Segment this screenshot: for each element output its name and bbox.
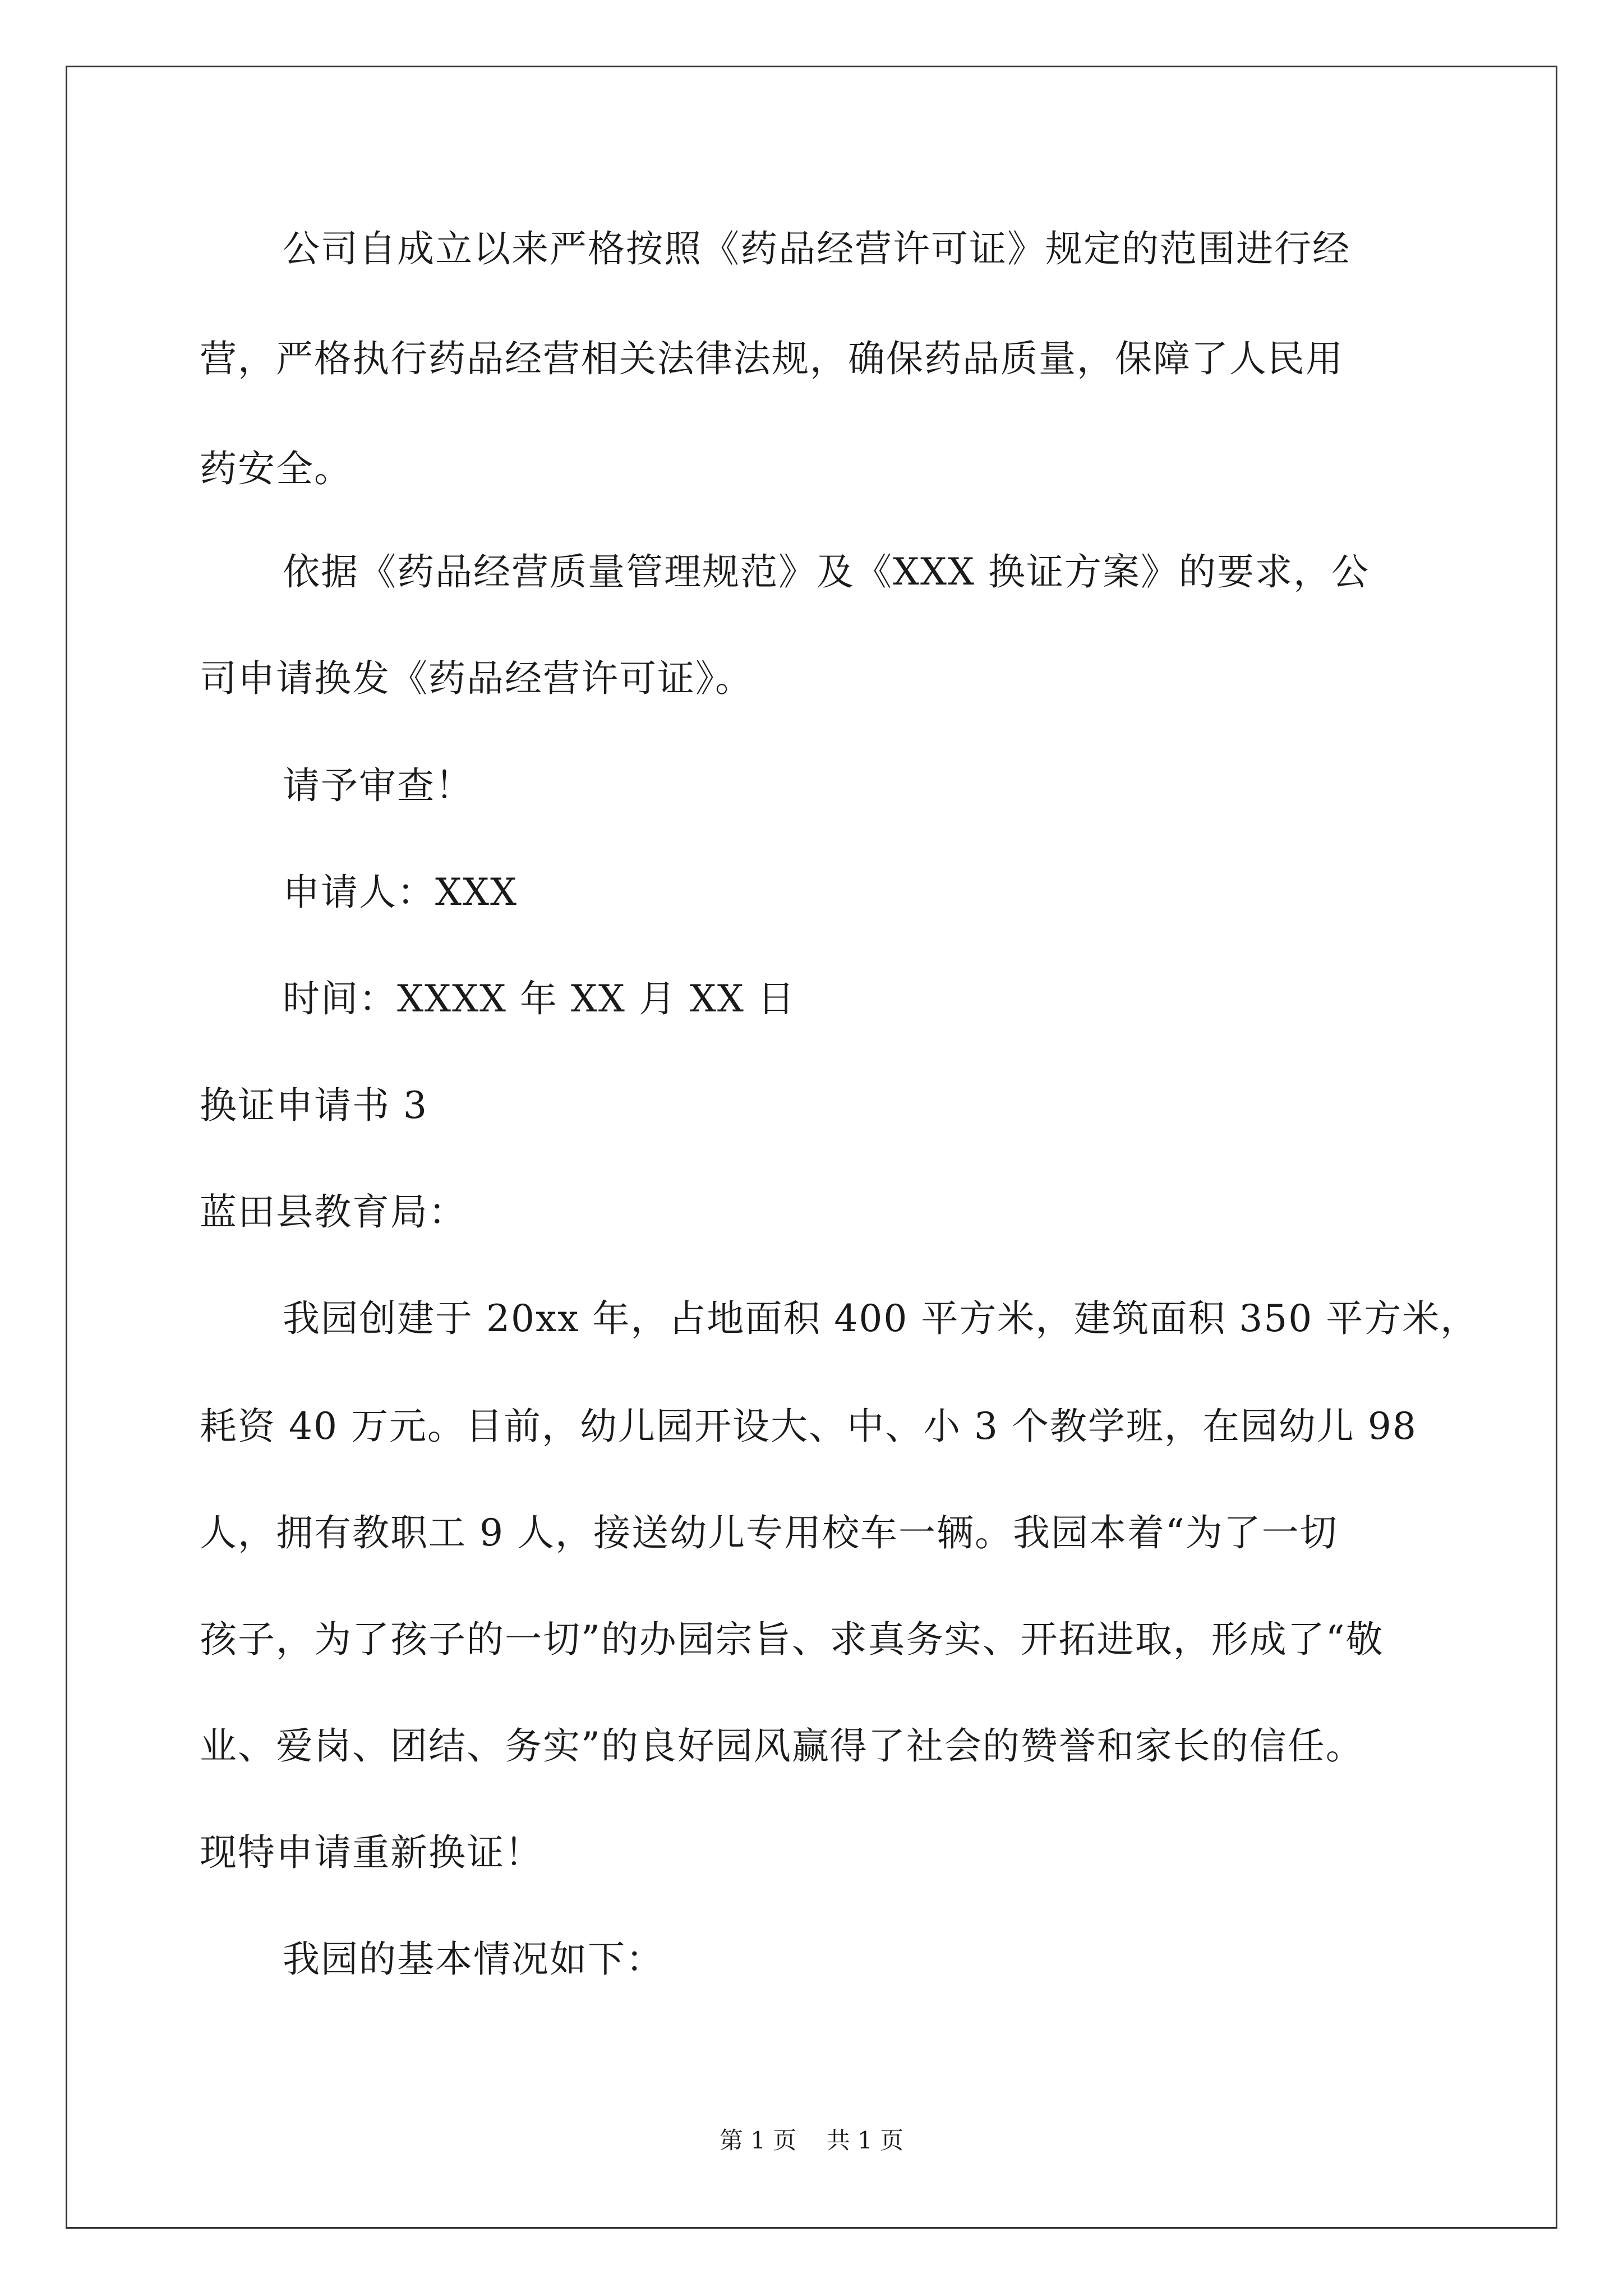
- paragraph-line: 药安全。: [200, 447, 352, 490]
- paragraph-line: 业、爱岗、团结、务实”的良好园风赢得了社会的赞誉和家长的信任。: [200, 1724, 1364, 1768]
- paragraph-line: 孩子，为了孩子的一切”的办园宗旨、求真务实、开拓进取，形成了“敬: [200, 1618, 1384, 1661]
- paragraph-line: 营，严格执行药品经营相关法律法规，确保药品质量，保障了人民用: [200, 337, 1344, 380]
- paragraph-line: 请予审查！: [283, 764, 473, 807]
- paragraph-line: 耗资 40 万元。目前，幼儿园开设大、中、小 3 个教学班，在园幼儿 98: [200, 1405, 1417, 1448]
- date-line: 时间：XXXX 年 XX 月 XX 日: [283, 977, 796, 1020]
- paragraph-line: 人，拥有教职工 9 人，接送幼儿专用校车一辆。我园本着“为了一切: [200, 1511, 1338, 1554]
- paragraph-line: 依据《药品经营质量管理规范》及《XXX 换证方案》的要求，公: [283, 550, 1370, 593]
- applicant-line: 申请人：XXX: [283, 871, 518, 914]
- paragraph-line: 我园的基本情况如下：: [283, 1938, 664, 1981]
- page-border: [66, 66, 1557, 2229]
- paragraph-line: 我园创建于 20xx 年，占地面积 400 平方米，建筑面积 350 平方米，: [283, 1297, 1479, 1340]
- addressee-line: 蓝田县教育局：: [200, 1190, 467, 1234]
- paragraph-line: 司申请换发《药品经营许可证》。: [200, 657, 753, 700]
- page-footer: 第 1 页 共 1 页: [719, 2127, 904, 2154]
- section-title: 换证申请书 3: [200, 1084, 428, 1127]
- paragraph-line: 现特申请重新换证！: [200, 1831, 543, 1874]
- paragraph-line: 公司自成立以来严格按照《药品经营许可证》规定的范围进行经: [283, 227, 1350, 270]
